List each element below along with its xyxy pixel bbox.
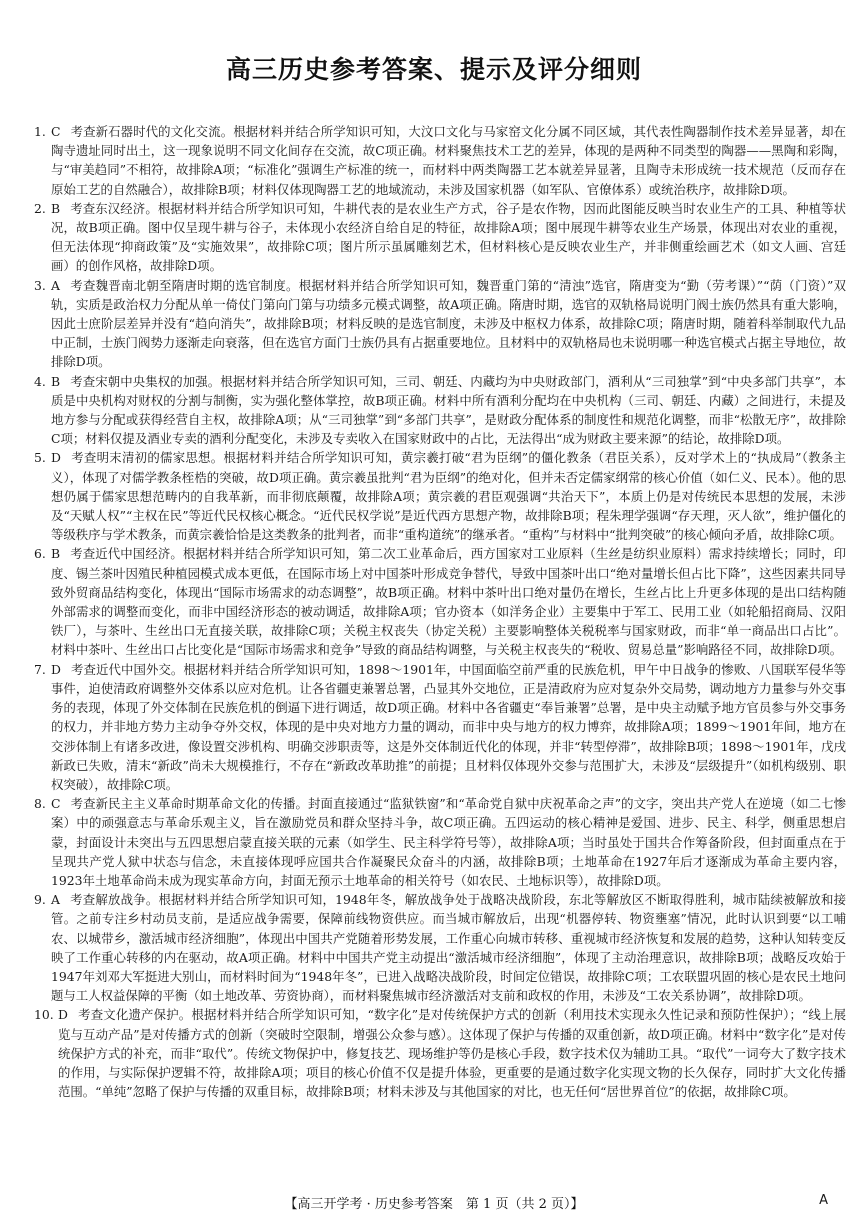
answer-choice: D [51, 661, 61, 677]
answer-explanation: 考查东汉经济。根据材料并结合所学知识可知，牛耕代表的是农业生产方式，谷子是农作物，因而此图能反映当时农业生产的工具、种植等状况，故B项正确。图中仅呈现牛耕与谷子，未体现小农经济自给自足的特征，故排除A项；图中展现牛耕等农业生产场景，体现出对农业的重视，但无法体现“抑商政策”及“实施效果”，故排除C项；图片所示虽属雕刻艺术，但材料核心是反映农业生产，并非侧重绘画艺术（如文人画、宫廷画）的创作风格，故排除D项。 [51, 200, 846, 274]
question-number: 9. [34, 892, 46, 908]
question-number: 2. [34, 200, 46, 216]
answer-item [34, 890, 846, 1005]
answer-item [34, 660, 846, 794]
answer-choice: A [51, 277, 60, 293]
answer-item [34, 794, 846, 890]
answer-item [34, 122, 846, 199]
question-number: 8. [34, 796, 46, 812]
question-number: 3. [34, 277, 46, 293]
question-number: 10. [34, 1007, 54, 1023]
answer-choice: D [51, 450, 61, 466]
answer-choice: B [51, 200, 61, 216]
answer-item [34, 276, 846, 372]
answer-choice: D [58, 1007, 68, 1023]
question-number: 7. [34, 661, 46, 677]
question-number: 1. [34, 124, 46, 139]
answer-item [34, 544, 846, 659]
document-title: 高三历史参考答案、提示及评分细则 [225, 55, 642, 84]
answer-explanation: 考查宋朝中央集权的加强。根据材料并结合所学知识可知，三司、朝廷、内藏均为中央财政部门，酒利从“三司独掌”到“中央多部门共享”，本质是中央机构对财权的分割与制衡，实为强化整体掌控，故B项正确。材料中所有酒利分配均在中央机构（三司、朝廷、内藏）之间进行，未提及地方参与分配或获得经营自主权，故排除A项；从“三司独掌”到“多部门共享”，是财政分配体系的制度性和规范化调整，而非“松散无序”，故排除C项；材料仅提及酒业专卖的酒利分配变化，未涉及专卖收入在国家财政中的占比，无法得出“成为财政主要来源”的结论，故排除D项。 [51, 373, 846, 447]
question-number: 4. [34, 373, 46, 389]
answer-choice: B [51, 373, 61, 389]
answer-choice: A [51, 892, 60, 908]
answer-choice: C [51, 796, 61, 812]
answer-choice: C [51, 124, 61, 139]
answer-choice: B [51, 546, 61, 562]
answer-explanation: 考查魏晋南北朝至隋唐时期的选官制度。根据材料并结合所学知识可知，魏晋重门第的“清浊”选官，隋唐变为“勤（劳考课）”“荫（门资）”双轨，实质是政治权力分配从单一倚仗门第向门第与功绩多元模式调整，故A项正确。隋唐时期，选官的双轨格局说明门阀士族仍然具有重大影响，因此士庶阶层差异并没有“趋向消失”，故排除B项；材料反映的是选官制度，未涉及中枢权力体系，故排除C项；隋唐时期，随着科举制取代九品中正制，士族门阀势力逐渐走向衰落，但在选官方面门士族仍具有占据重要地位。且材料中的双轨格局也未说明哪一种选官模式占据主导地位，故排除D项。 [51, 277, 846, 370]
question-number: 6. [34, 546, 46, 562]
answer-explanation: 考查文化遗产保护。根据材料并结合所学知识可知，“数字化”是对传统保护方式的创新（利用技术实现永久性记录和预防性保护）；“线上展览与互动产品”是对传播方式的创新（突破时空限制，增强公众参与感）。这体现了保护与传播的双重创新，故D项正确。材料中“数字化”是对传统保护方式的补充，而非“取代”。传统文物保护中，修复技艺、现场维护等仍是核心手段，数字技术仅为辅助工具。“取代”一词夸大了数字技术的作用，与实际保护逻辑不符，故排除A项；项目的核心价值不仅是提升体验，更重要的是通过数字化实现文物的长久保存，同时扩大文化传播范围。“单纯”忽略了保护与传播的双重目标，故排除B项；材料未涉及与其他国家的对比，也无任何“居世界首位”的依据，故排除C项。 [58, 1007, 846, 1100]
answer-item [34, 372, 846, 449]
question-number: 5. [34, 450, 46, 466]
answer-item [34, 199, 846, 276]
page-footer: 【高三开学考 · 历史参考答案 第 1 页（共 2 页）】 [284, 1197, 584, 1212]
answer-explanation: 考查近代中国外交。根据材料并结合所学知识可知，1898～1901年，中国面临空前严重的民族危机，甲午中日战争的惨败、八国联军侵华等事件，迫使清政府调整外交体系以应对危机。让各省疆吏兼署总署，凸显其外交地位，正是清政府为应对复杂外交局势，调动地方力量参与外交事务的表现，体现了外交体制在民族危机的倒逼下进行调适，故D项正确。材料中各省疆吏“奉旨兼署”总署，是中央主动赋予地方官员参与外交事务的权力，并非地方势力主动争夺外交权，体现的是中央对地方力量的调动，而非中央与地方的权力博弈，故排除A项；1899～1901年间，地方在交涉体制上有诸多改进，像设置交涉机构、明确交涉职责等，这是外交体制近代化的体现，并非“转型停滞”，故排除B项；1898～1901年，戊戌新政已失败，清末“新政”尚未大规模推行，不存在“新政改革助推”的前提；且材料仅体现外交参与范围扩大，未涉及“层级提升”（如机构级别、职权突破），故排除C项。 [51, 661, 846, 792]
paper-version-mark: A [819, 1193, 828, 1208]
answer-item [34, 448, 846, 544]
answer-explanation: 考查新石器时代的文化交流。根据材料并结合所学知识可知，大汶口文化与马家窑文化分属不同区域，其代表性陶器制作技术差异显著，却在陶寺遗址同时出土，这一现象说明不同文化间存在交流，故C项正确。材料聚焦技术工艺的差异，体现的是两种不同类型的陶器——黑陶和彩陶，与“审美趋同”不相符，故排除A项；“标准化”强调生产标准的统一，而材料中两类陶器工艺本就差异显著，且陶寺未形成统一技术规范（反而存在原始工艺的自然融合），故排除B项；材料仅体现陶器工艺的地域流动，未涉及国家机器（如军队、官僚体系）或统治秩序，故排除D项。 [51, 124, 846, 197]
answer-explanation: 考查近代中国经济。根据材料并结合所学知识可知，第二次工业革命后，西方国家对工业原料（生丝是纺织业原料）需求持续增长；同时，印度、锡兰茶叶因殖民种植园模式成本更低，在国际市场上对中国茶叶形成竞争替代，导致中国茶叶出口“绝对量增长但占比下降”，这些因素共同导致外贸商品结构变化，体现出“国际市场需求的动态调整”，故B项正确。材料中茶叶出口绝对量仍在增长，生丝占比上升更多体现的是出口结构随外部需求的调整而变化，而非中国经济形态的被动调适，故排除A项；官办资本（如洋务企业）主要集中于军工、民用工业（如轮船招商局、汉阳铁厂），与茶叶、生丝出口无直接关联，故排除C项；关税主权丧失（协定关税）主要影响整体关税税率与国家财政，而非“单一商品出口占比”。材料中茶叶、生丝出口占比变化是“国际市场需求和竞争”导致的商品结构调整，与关税主权丧失的“税收、贸易总量”影响路径不同，故排除D项。 [51, 546, 846, 658]
answer-explanation: 考查解放战争。根据材料并结合所学知识可知，1948年冬，解放战争处于战略决战阶段，东北等解放区不断取得胜利，城市陆续被解放和接管。之前专注乡村动员支前，是适应战争需要，保障前线物资供应。而当城市解放后，出现“机器停转、物资壅塞”情况，此时认识到要“以工哺农、以城带乡，激活城市经济细胞”，体现出中国共产党随着形势发展，工作重心向城市转移、重视城市经济恢复和发展的趋势，这种认知转变反映了工作重心转移的内在驱动，故A项正确。材料中中国共产党主动提出“激活城市经济细胞”，体现了主动治理意识，故排除B项；战略反攻始于1947年刘邓大军挺进大别山，而材料时间为“1948年冬”，已进入战略决战阶段，时间定位错误，故排除C项；工农联盟巩固的核心是农民土地问题与工人权益保障的平衡（如土地改革、劳资协商），而材料聚焦城市经济激活对支前和政权的作用，未涉及“工农关系协调”，故排除D项。 [51, 892, 846, 1004]
answer-list [34, 122, 846, 1101]
answer-item [34, 1005, 846, 1101]
answer-explanation: 考查明末清初的儒家思想。根据材料并结合所学知识可知，黄宗羲打破“君为臣纲”的僵化教条（君臣关系），反对学术上的“执成局”（教条主义），体现了对儒学教条桎梏的突破，故D项正确。黄宗羲虽批判“君为臣纲”的绝对化，但并未否定儒家纲常的核心价值（如仁义、民本）。他的思想仍属于儒家思想范畴内的自我革新，而非彻底颠覆，故排除A项；黄宗羲的君臣观强调“共治天下”，本质上仍是对传统民本思想的发展，未涉及“天赋人权”“主权在民”等近代民权核心概念。“近代民权学说”是近代西方思想产物，故排除B项；程朱理学强调“存天理，灭人欲”，维护僵化的等级秩序与学术教条，而黄宗羲恰恰是这类教条的批判者，而非“重构道统”的继承者。“重构”与材料中“批判突破”的核心倾向矛盾，故排除C项。 [51, 450, 846, 543]
answer-explanation: 考查新民主主义革命时期革命文化的传播。封面直接通过“监狱铁窗”和“革命党自狱中庆祝革命之声”的文字，突出共产党人在逆境（如二七惨案）中的顽强意志与革命乐观主义，旨在激励党员和群众坚持斗争，故C项正确。五四运动的核心精神是爱国、进步、民主、科学，侧重思想启蒙，封面设计未突出与五四思想启蒙直接关联的元素（如学生、民主科学符号等），故排除A项；当时虽处于国共合作筹备阶段，但封面重点在于呈现共产党人狱中状态与信念，未直接体现呼应国共合作凝聚民众奋斗的内涵，故排除B项；土地革命在1927年后才逐渐成为革命主要内容，1923年土地革命尚未成为现实革命方向，封面无预示土地革命的相关符号（如农民、土地标识等），故排除D项。 [51, 796, 846, 888]
